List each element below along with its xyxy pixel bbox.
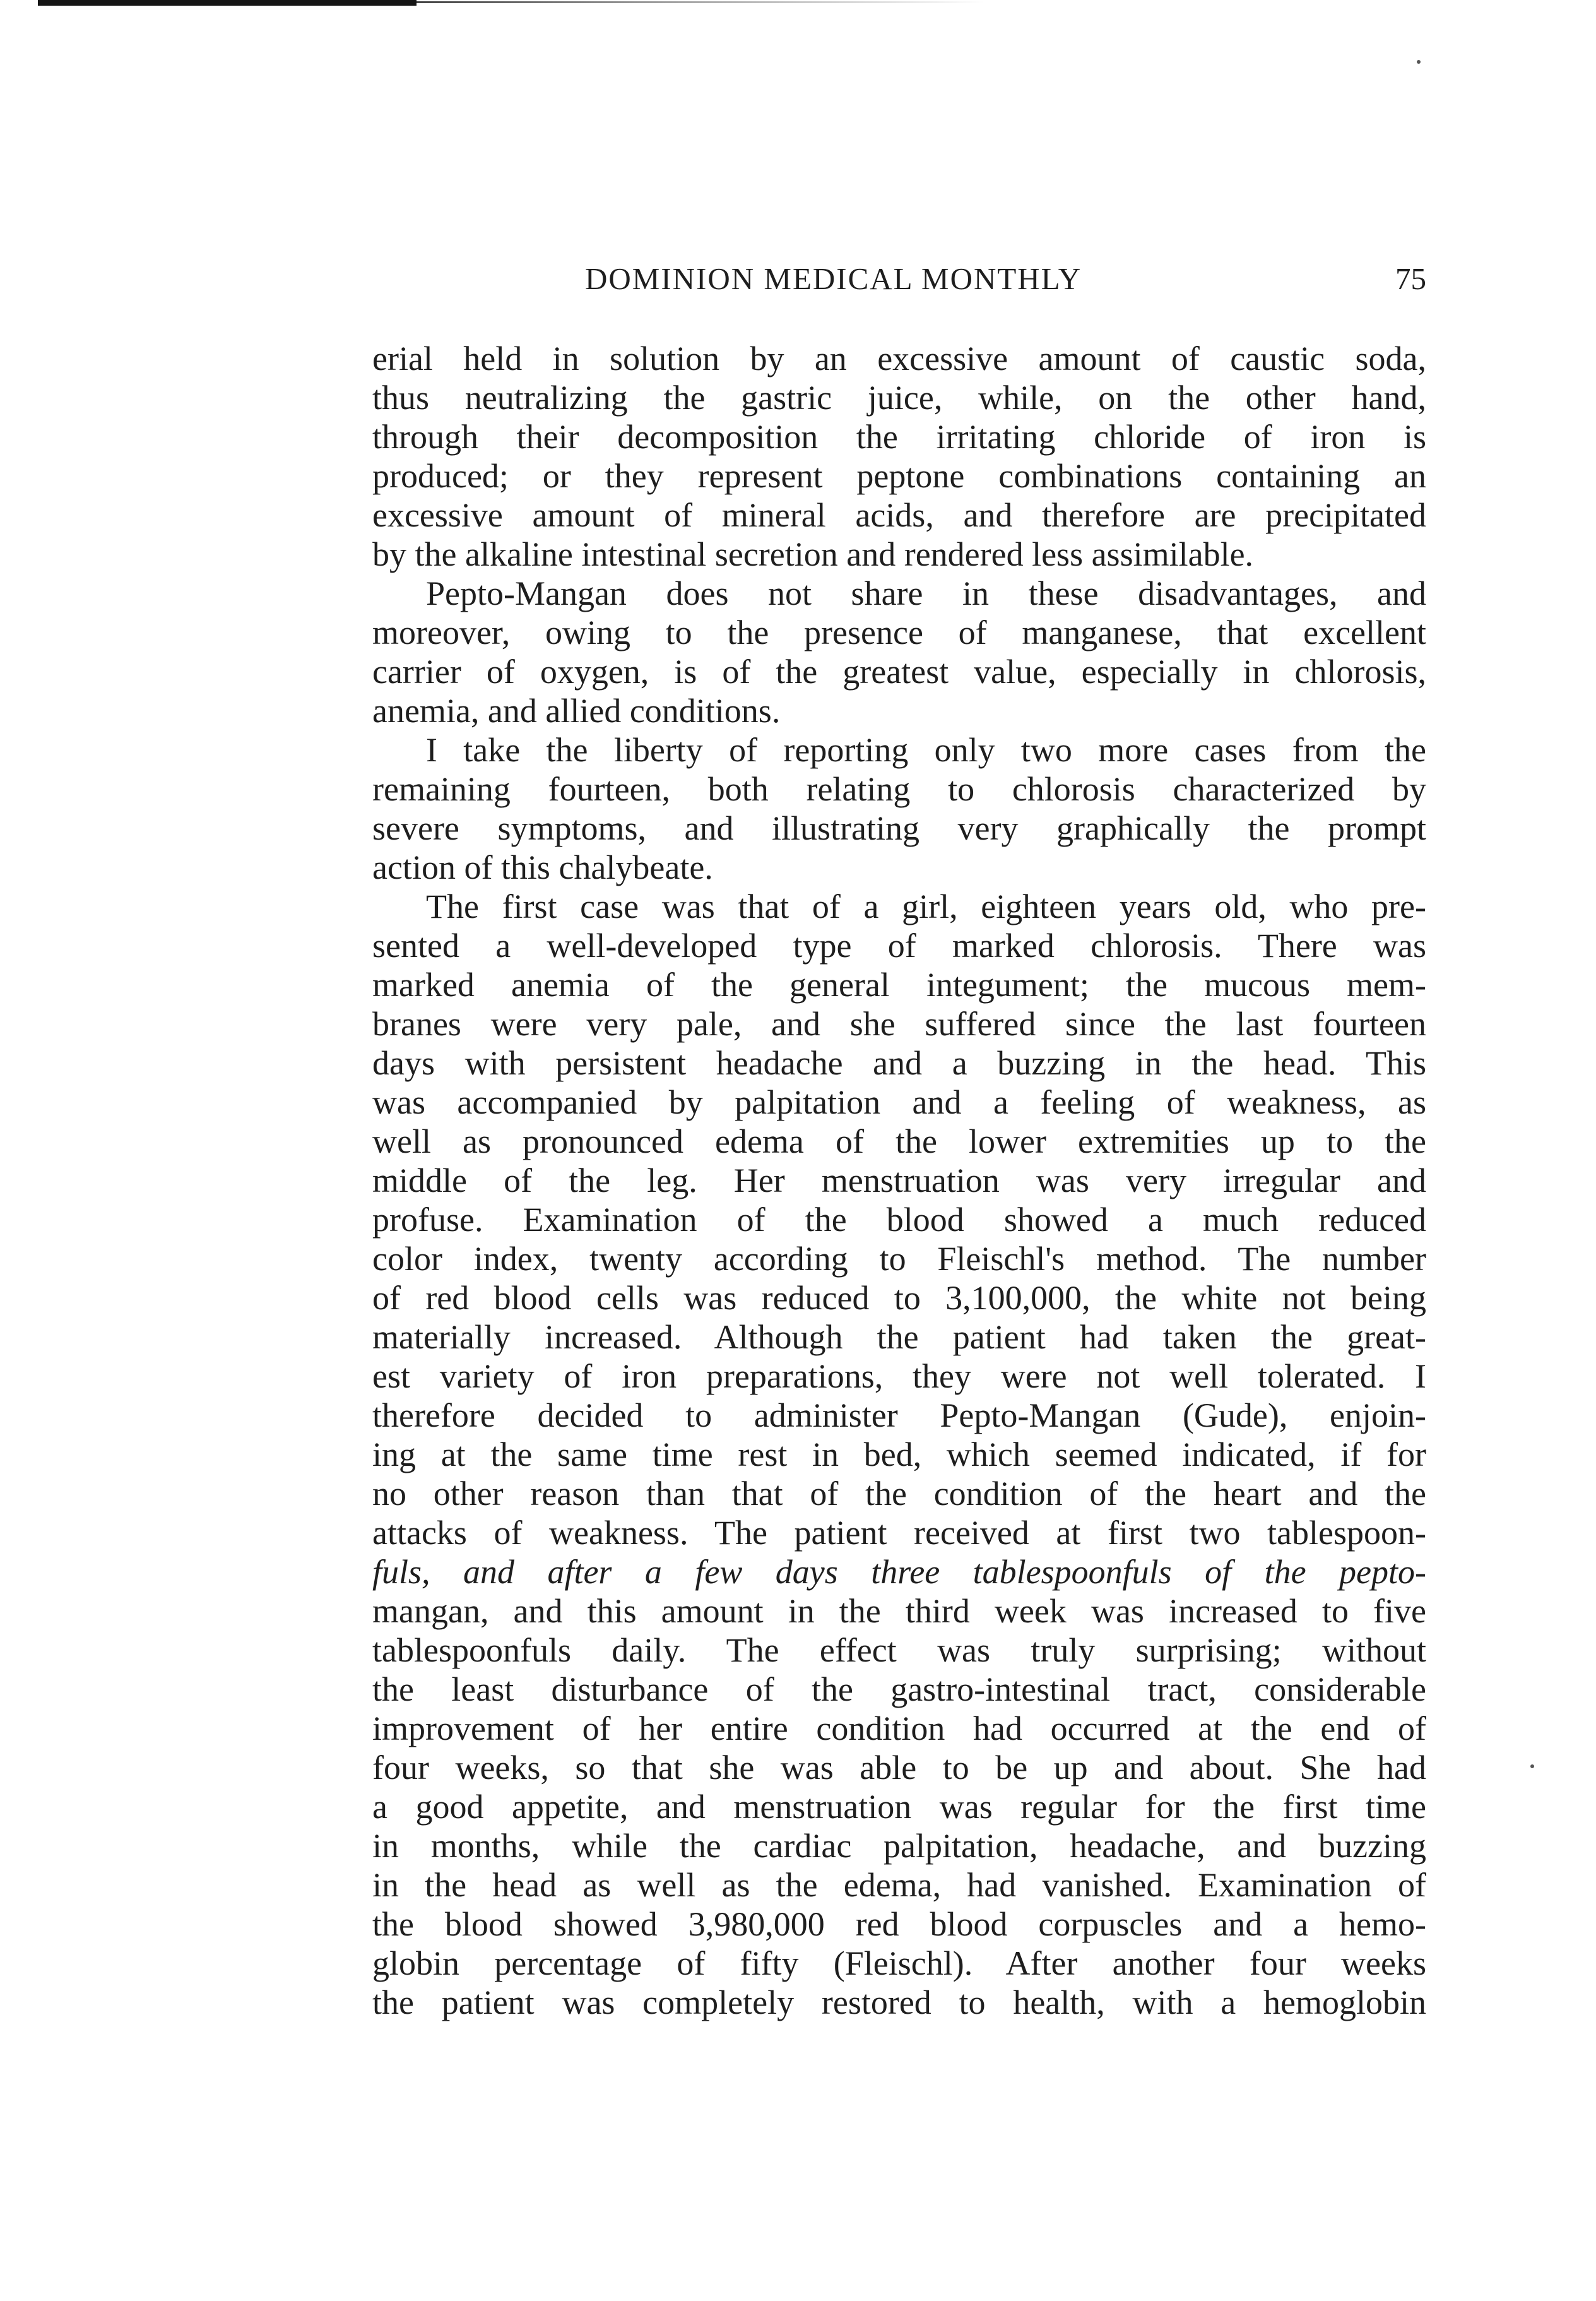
text-line: erial held in solution by an excessive amount of caustic soda, <box>372 340 1426 378</box>
text-line: moreover, owing to the presence of manganese, that excellent <box>372 614 1426 651</box>
text-line: no other reason than that of the condition of the heart and the <box>372 1475 1426 1513</box>
text-line: by the alkaline intestinal secretion and rendered less assimilable. <box>372 535 1254 573</box>
text-line: Pepto-Mangan does not share in these disadvantages, and <box>426 574 1426 612</box>
body-text <box>372 339 1426 2022</box>
page-number: 75 <box>1395 261 1426 296</box>
text-line: excessive amount of mineral acids, and therefore are precipitated <box>372 496 1426 534</box>
paragraph <box>372 730 1426 887</box>
paragraph <box>372 574 1426 730</box>
text-line: the blood showed 3,980,000 red blood corpuscles and a hemo- <box>372 1905 1426 1943</box>
text-line: produced; or they represent peptone combinations containing an <box>372 457 1426 495</box>
text-line: days with persistent headache and a buzzing in the head. This <box>372 1044 1426 1082</box>
text-line: carrier of oxygen, is of the greatest value, especially in chlorosis, <box>372 653 1426 691</box>
text-line: through their decomposition the irritating chloride of iron is <box>372 418 1426 456</box>
text-line: mangan, and this amount in the third week was increased to five <box>372 1592 1426 1630</box>
text-line: globin percentage of fifty (Fleischl). After another four weeks <box>372 1944 1426 1982</box>
text-line: in the head as well as the edema, had vanished. Examination of <box>372 1866 1426 1904</box>
scan-speck <box>1530 1764 1534 1768</box>
top-scan-rule-fade <box>417 1 984 3</box>
page-header <box>372 260 1426 304</box>
text-line: est variety of iron preparations, they were not well tolerated. I <box>372 1357 1426 1395</box>
text-line: fuls, and after a few days three tablespoonfuls of the pepto- <box>372 1553 1426 1591</box>
text-line: the least disturbance of the gastro-intestinal tract, considerable <box>372 1670 1426 1708</box>
running-title: DOMINION MEDICAL MONTHLY <box>585 261 1082 296</box>
text-line: remaining fourteen, both relating to chlorosis characterized by <box>372 770 1426 808</box>
paragraph <box>372 887 1426 2022</box>
text-line: branes were very pale, and she suffered since the last fourteen <box>372 1005 1426 1043</box>
text-line: The first case was that of a girl, eighteen years old, who pre- <box>426 888 1426 925</box>
text-line: was accompanied by palpitation and a feeling of weakness, as <box>372 1083 1426 1121</box>
top-scan-rule <box>38 0 417 6</box>
text-line: color index, twenty according to Fleischl's method. The number <box>372 1240 1426 1278</box>
text-line: four weeks, so that she was able to be up and about. She had <box>372 1749 1426 1787</box>
text-line: a good appetite, and menstruation was regular for the first time <box>372 1788 1426 1826</box>
text-line: therefore decided to administer Pepto-Mangan (Gude), enjoin- <box>372 1396 1426 1434</box>
text-line: I take the liberty of reporting only two more cases from the <box>426 731 1426 769</box>
text-line: ing at the same time rest in bed, which seemed indicated, if for <box>372 1436 1426 1473</box>
text-line: in months, while the cardiac palpitation, headache, and buzzing <box>372 1827 1426 1865</box>
text-line: thus neutralizing the gastric juice, while, on the other hand, <box>372 379 1426 417</box>
text-line: profuse. Examination of the blood showed a much reduced <box>372 1201 1426 1239</box>
text-line: middle of the leg. Her menstruation was very irregular and <box>372 1162 1426 1199</box>
paragraph <box>372 339 1426 574</box>
text-line: improvement of her entire condition had occurred at the end of <box>372 1709 1426 1747</box>
scan-speck <box>1417 60 1421 64</box>
text-line: anemia, and allied conditions. <box>372 692 781 730</box>
text-line: well as pronounced edema of the lower extremities up to the <box>372 1122 1426 1160</box>
text-line: attacks of weakness. The patient received at first two tablespoon- <box>372 1514 1426 1552</box>
text-line: action of this chalybeate. <box>372 848 713 886</box>
text-line: marked anemia of the general integument; the mucous mem- <box>372 966 1426 1004</box>
text-line: of red blood cells was reduced to 3,100,000, the white not being <box>372 1279 1426 1317</box>
text-line: materially increased. Although the patient had taken the great- <box>372 1318 1426 1356</box>
text-line: severe symptoms, and illustrating very graphically the prompt <box>372 809 1426 847</box>
text-line: tablespoonfuls daily. The effect was truly surprising; without <box>372 1631 1426 1669</box>
text-line: sented a well-developed type of marked chlorosis. There was <box>372 927 1426 965</box>
text-line: the patient was completely restored to health, with a hemoglobin <box>372 1983 1426 2021</box>
